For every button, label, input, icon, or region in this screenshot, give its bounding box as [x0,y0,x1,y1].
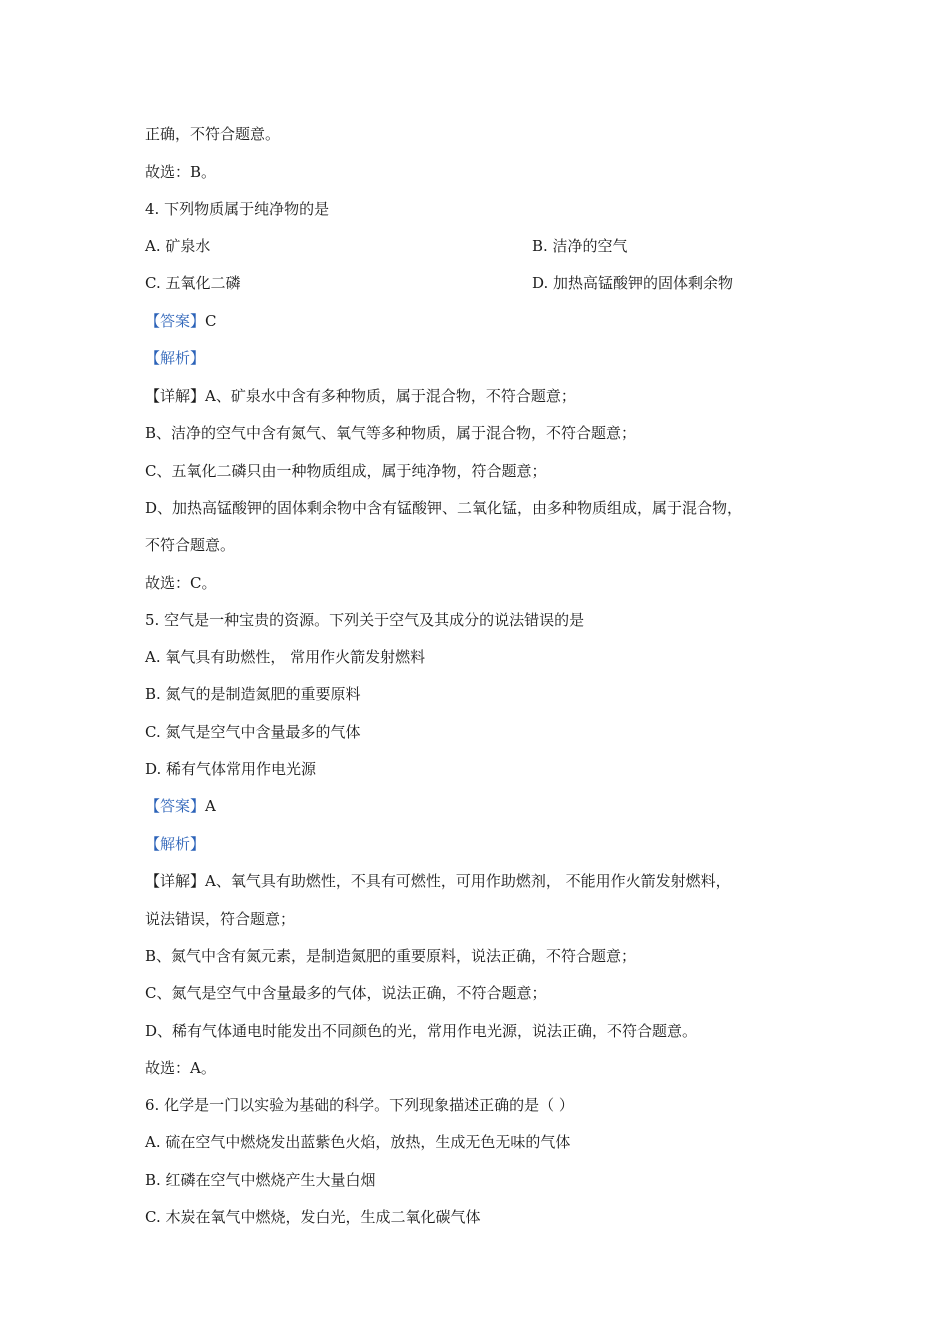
q5-option-b: B. 氮气的是制造氮肥的重要原料 [145,685,361,703]
answer-value: A [205,797,216,815]
q4-option-d: D. 加热高锰酸钾的固体剩余物 [532,274,734,292]
q6-option-a: A. 硫在空气中燃烧发出蓝紫色火焰，放热，生成无色无味的气体 [145,1133,571,1151]
q5-answer [145,796,216,816]
q5-detail-c: C、氮气是空气中含量最多的气体，说法正确，不符合题意； [145,984,547,1002]
answer-tag: 【答案】 [145,797,206,815]
q4-option-c: C. 五氧化二磷 [145,274,241,292]
q4-detail-b: B、洁净的空气中含有氮气、氧气等多种物质，属于混合物，不符合题意； [145,424,637,442]
detail-tag: 【详解】 [145,872,206,890]
q6-option-b: B. 红磷在空气中燃烧产生大量白烟 [145,1171,376,1189]
q5-detail-a1 [145,871,731,891]
detail-text: A、矿泉水中含有多种物质，属于混合物，不符合题意； [205,387,576,405]
q4-analysis-tag: 【解析】 [145,349,206,367]
q4-detail-d2: 不符合题意。 [145,536,236,554]
q4-option-a: A. 矿泉水 [145,237,211,255]
q5-choice: 故选：A。 [145,1059,216,1077]
q5-detail-d: D、稀有气体通电时能发出不同颜色的光，常用作电光源，说法正确，不符合题意。 [145,1022,698,1040]
q5-option-a: A. 氧气具有助燃性， 常用作火箭发射燃料 [145,648,426,666]
answer-value: C [205,312,217,330]
q4-choice: 故选：C。 [145,574,217,592]
detail-tag: 【详解】 [145,387,206,405]
q5-question: 5. 空气是一种宝贵的资源。下列关于空气及其成分的说法错误的是 [145,611,585,629]
q4-detail-d1: D、加热高锰酸钾的固体剩余物中含有锰酸钾、二氧化锰，由多种物质组成，属于混合物， [145,499,743,517]
q4-detail-a [145,386,576,406]
q5-detail-a2: 说法错误，符合题意； [145,910,296,928]
prev-answer-tail: 正确，不符合题意。 [145,125,281,143]
q5-option-d: D. 稀有气体常用作电光源 [145,760,317,778]
q6-option-c: C. 木炭在氧气中燃烧，发白光，生成二氧化碳气体 [145,1208,481,1226]
q4-answer [145,311,217,331]
q4-option-b: B. 洁净的空气 [532,237,628,255]
q4-detail-c: C、五氧化二磷只由一种物质组成，属于纯净物，符合题意； [145,462,547,480]
q5-detail-b: B、氮气中含有氮元素，是制造氮肥的重要原料，说法正确，不符合题意； [145,947,637,965]
q5-analysis-tag: 【解析】 [145,835,206,853]
q6-question: 6. 化学是一门以实验为基础的科学。下列现象描述正确的是（ ） [145,1096,574,1114]
q5-option-c: C. 氮气是空气中含量最多的气体 [145,723,361,741]
answer-tag: 【答案】 [145,312,206,330]
detail-text: A、氧气具有助燃性，不具有可燃性，可用作助燃剂， 不能用作火箭发射燃料， [205,872,731,890]
q4-question: 4. 下列物质属于纯净物的是 [145,200,330,218]
prev-choice: 故选：B。 [145,163,217,181]
